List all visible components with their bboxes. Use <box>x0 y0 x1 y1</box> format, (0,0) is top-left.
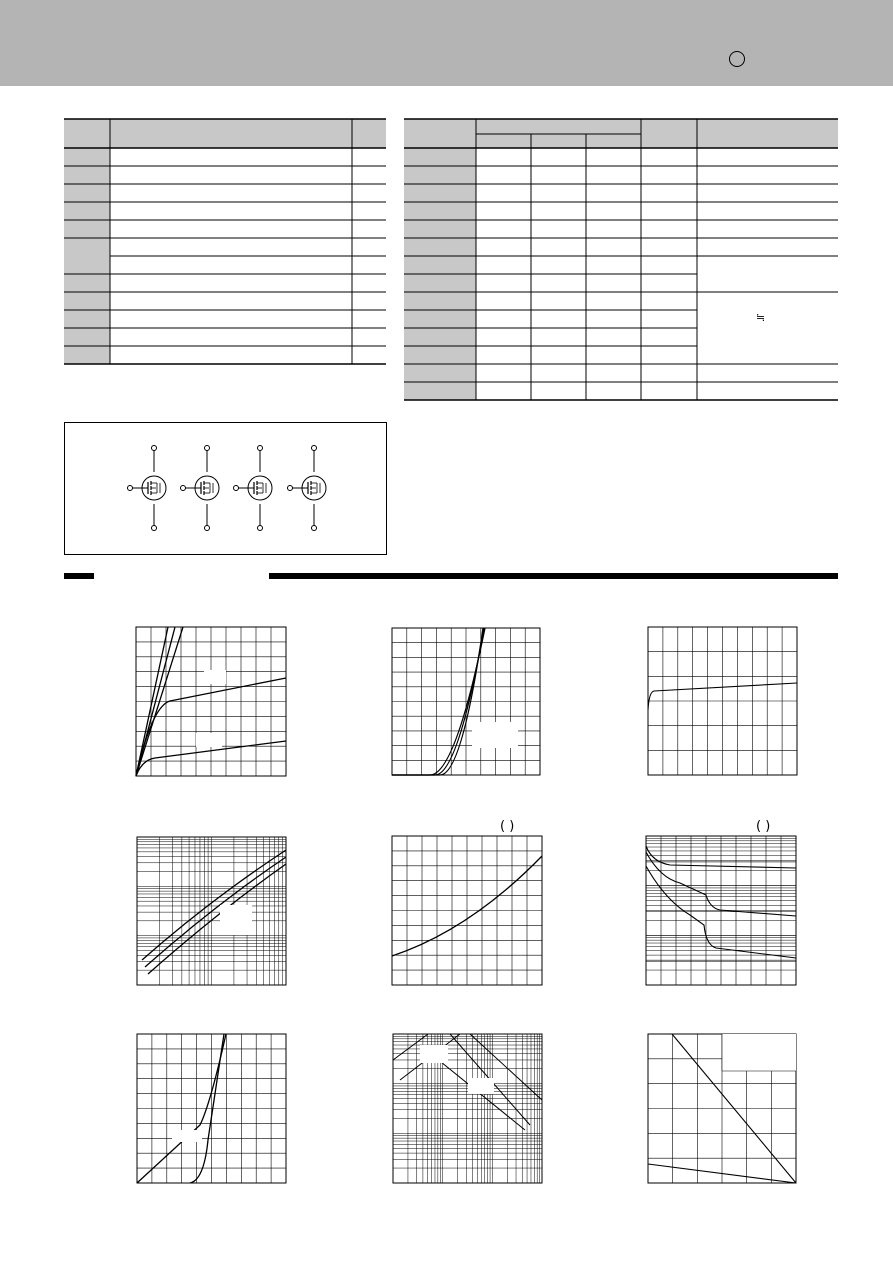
graph-8 <box>393 1034 542 1183</box>
graph-unit-paren: ( ) <box>500 819 515 834</box>
graph-4 <box>137 837 286 985</box>
approx-symbol: ≒ <box>756 311 766 324</box>
graph-5 <box>392 836 542 985</box>
graph-6 <box>646 836 796 985</box>
graph-2 <box>392 628 540 775</box>
graph-unit-paren: ( ) <box>756 819 771 834</box>
graph-7 <box>137 1034 286 1183</box>
graph-1 <box>136 627 286 776</box>
graph-9 <box>648 1034 796 1183</box>
graph-3 <box>648 627 797 775</box>
